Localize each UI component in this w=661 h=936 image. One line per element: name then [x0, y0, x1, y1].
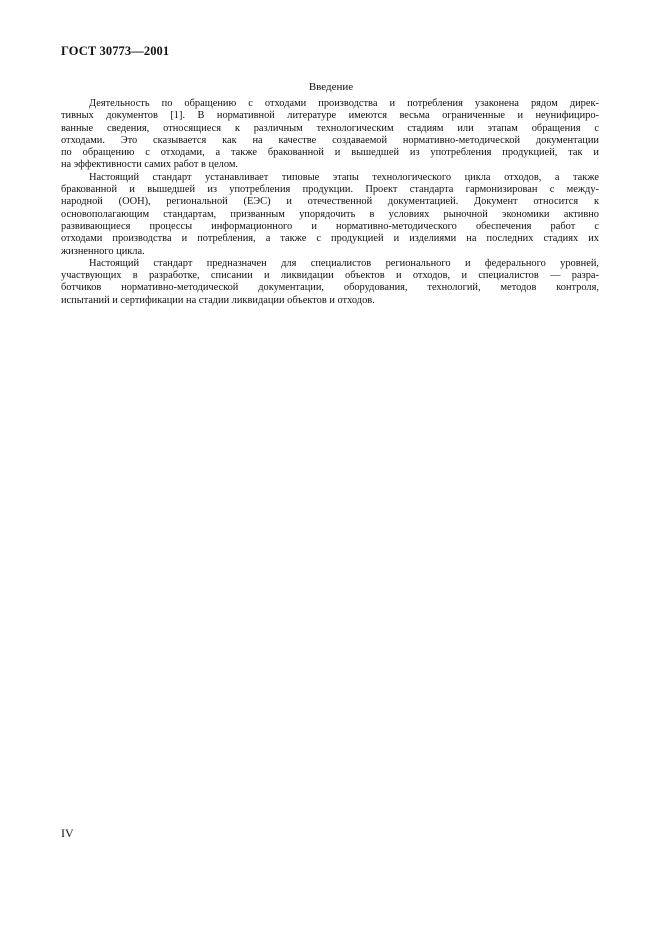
document-body	[61, 98, 599, 307]
paragraph	[61, 258, 599, 307]
text-line: отходами. Это сказывается как на качестве создаваемой нормативно-методической документации	[61, 134, 599, 146]
text-line: народной (ООН), региональной (ЕЭС) и отечественной документацией. Документ относится к	[61, 196, 599, 208]
text-line: жизненного цикла.	[61, 245, 145, 257]
text-line: развивающиеся процессы информационного и нормативно-методического обеспечения работ с	[61, 220, 599, 232]
text-line: на эффективности самих работ в целом.	[61, 159, 239, 171]
text-line: отходами производства и потребления, а также с продукцией и изделиями на последних стадиях их	[61, 233, 599, 245]
document-code: ГОСТ 30773—2001	[61, 44, 170, 58]
text-line: ботчиков нормативно-методической документации, оборудования, технологий, методов контроля,	[61, 282, 599, 294]
section-title: Введение	[308, 81, 354, 93]
text-line: Настоящий стандарт предназначен для специалистов регионального и федерального уровней,	[89, 257, 599, 269]
text-line: Настоящий стандарт устанавливает типовые этапы технологического цикла отходов, а также	[89, 171, 599, 183]
text-line: испытаний и сертификации на стадии ликвидации объектов и отходов.	[61, 294, 375, 306]
text-line: тивных документов [1]. В нормативной литературе имеются весьма ограниченные и неунифициро-	[61, 110, 599, 122]
text-line: ванные сведения, относящиеся к различным технологическим стадиям или этапам обращения с	[61, 122, 599, 134]
text-line: бракованной и вышедшей из употребления продукции. Проект стандарта гармонизирован с между-	[61, 184, 599, 196]
text-line: по обращению с отходами, а также бракованной и вышедшей из употребления продукцией, так и	[61, 147, 599, 159]
text-line: Деятельность по обращению с отходами производства и потребления узаконена рядом дирек-	[89, 98, 599, 109]
page-number: IV	[61, 826, 74, 840]
paragraph	[61, 98, 599, 172]
text-line: основополагающим стандартам, призванным упорядочить в условиях рыночной экономики активно	[61, 208, 599, 220]
text-line: участвующих в разработке, списании и ликвидации объектов и отходов, и специалистов — разра-	[61, 270, 599, 282]
paragraph	[61, 172, 599, 258]
